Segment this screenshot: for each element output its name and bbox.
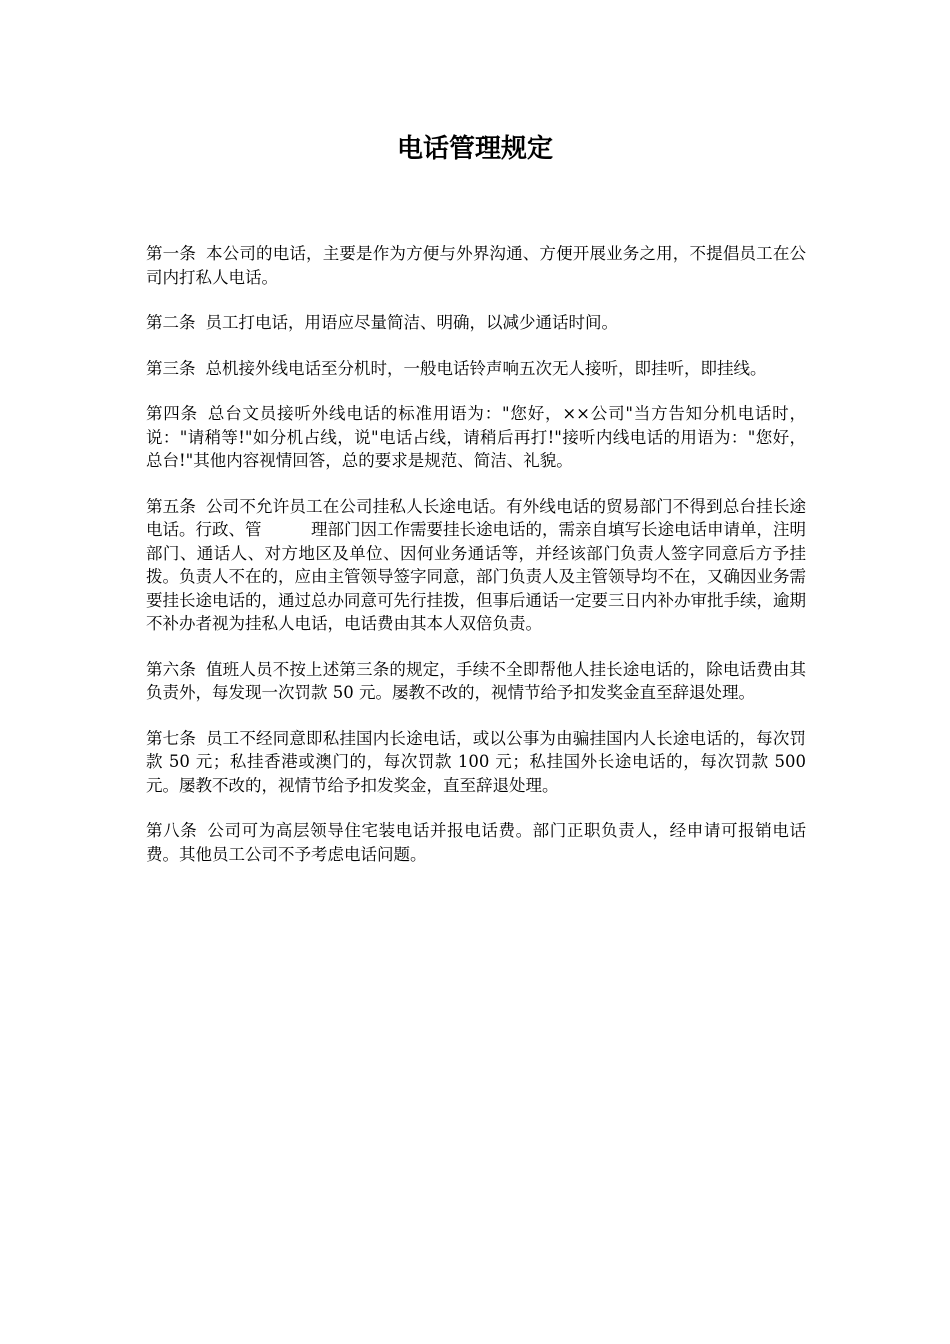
article-4 (146, 402, 806, 473)
article-number: 第五条 (146, 496, 197, 516)
article-text: 员工不经同意即私挂国内长途电话，或以公事为由骗挂国内人长途电话的，每次罚款 50 元；私挂香港或澳门的，每次罚款 100 元；私挂国外长途电话的，每次罚款 500 元。屡教不改的，视情节给予扣发奖金，直至辞退处理。 (146, 728, 807, 795)
article-6 (146, 658, 806, 705)
page-title: 电话管理规定 (396, 134, 553, 164)
article-number: 第四条 (146, 404, 198, 423)
article-number: 第八条 (146, 821, 198, 840)
article-number: 第七条 (146, 728, 197, 748)
article-2 (146, 311, 806, 335)
article-number: 第一条 (146, 244, 197, 263)
article-number: 第二条 (146, 313, 196, 332)
article-7 (146, 727, 806, 798)
article-3 (146, 357, 806, 381)
article-8 (146, 819, 806, 866)
article-text: 本公司的电话，主要是作为方便与外界沟通、方便开展业务之用，不提倡员工在公司内打私人电话。 (146, 244, 807, 287)
article-1 (146, 242, 806, 289)
article-list (146, 242, 806, 888)
article-number: 第六条 (146, 659, 197, 679)
article-text: 公司不允许员工在公司挂私人长途电话。有外线电话的贸易部门不得到总台挂长途电话。行政、管 理部门因工作需要挂长途电话的，需亲自填写长途电话申请单，注明部门、通话人、对方地区及单位、因何业务通话等，并经该部门负责人签字同意后方予挂拨。负责人不在的，应由主管领导签字同意，部门负责人及主管领导均不在，又确因业务需要挂长途电话的，通过总办同意可先行挂拨，但事后通话一定要三日内补办审批手续，逾期不补办者视为挂私人电话，电话费由其本人双倍负责。 (146, 496, 807, 633)
article-text: 总台文员接听外线电话的标准用语为："您好，××公司"当方告知分机电话时，说："请稍等!"如分机占线，说"电话占线，请稍后再打!"接听内线电话的用语为："您好，总台!"其他内容视情回答，总的要求是规范、简洁、礼貌。 (146, 404, 806, 470)
article-text: 总机接外线电话至分机时，一般电话铃声响五次无人接听，即挂听，即挂线。 (205, 358, 767, 378)
article-number: 第三条 (146, 358, 196, 378)
article-text: 公司可为高层领导住宅装电话并报电话费。部门正职负责人，经申请可报销电话费。其他员工公司不予考虑电话问题。 (146, 821, 807, 864)
article-5 (146, 495, 806, 636)
article-text: 值班人员不按上述第三条的规定，手续不全即帮他人挂长途电话的，除电话费由其负责外，每发现一次罚款 50 元。屡教不改的，视情节给予扣发奖金直至辞退处理。 (146, 659, 807, 702)
article-text: 员工打电话，用语应尽量简洁、明确，以减少通话时间。 (205, 313, 618, 332)
